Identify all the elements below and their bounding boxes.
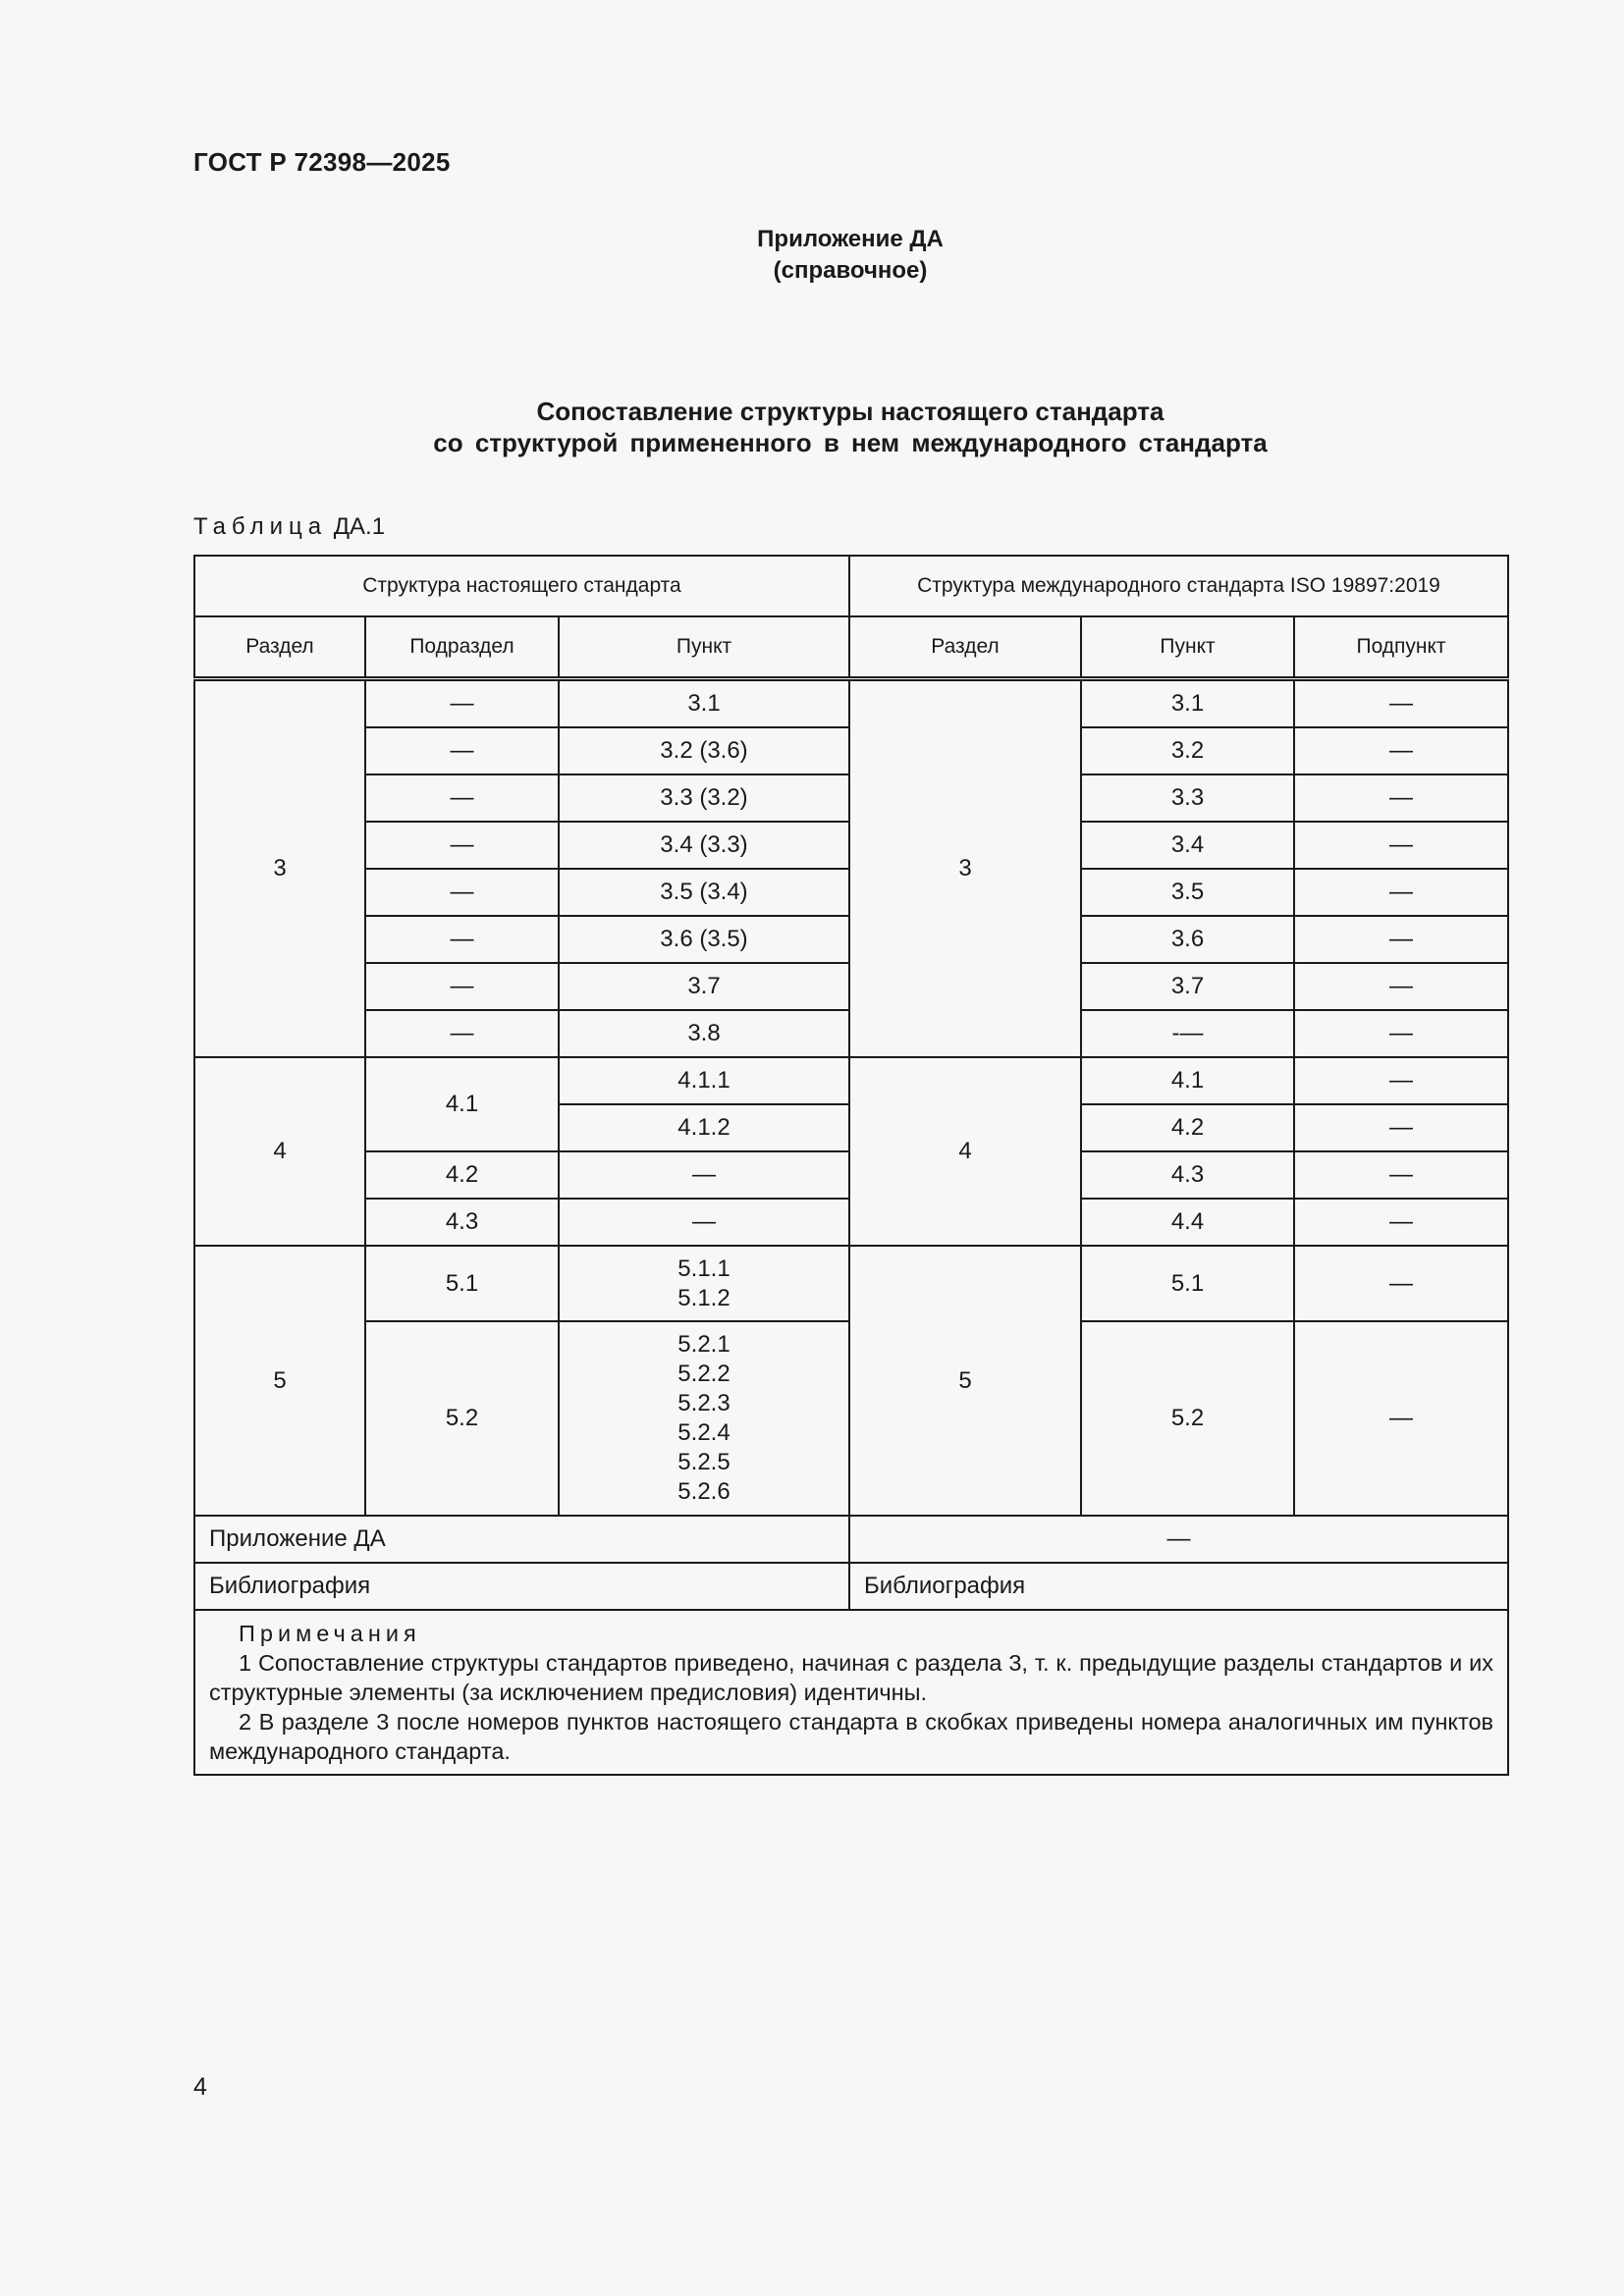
subsection-cell: — [365, 727, 559, 774]
iso-item-cell: 4.4 [1081, 1199, 1294, 1246]
appendix-row-left: Приложение ДА [194, 1516, 849, 1563]
subsection-cell: 4.3 [365, 1199, 559, 1246]
item-cell: 3.2 (3.6) [559, 727, 849, 774]
subsection-cell: 5.1 [365, 1246, 559, 1321]
iso-subitem-cell: — [1294, 679, 1508, 728]
appendix-row [194, 1516, 1508, 1563]
item-line: 5.1.2 [677, 1284, 731, 1311]
subsection-cell: — [365, 822, 559, 869]
iso-subitem-cell: — [1294, 916, 1508, 963]
iso-subitem-cell: — [1294, 1246, 1508, 1321]
iso-subitem-cell: — [1294, 1010, 1508, 1057]
notes-row [194, 1610, 1508, 1775]
item-cell: 4.1.2 [559, 1104, 849, 1151]
item-cell [559, 1246, 849, 1321]
iso-subitem-cell: — [1294, 822, 1508, 869]
table-heading-line-1: Сопоставление структуры настоящего стандарта [536, 397, 1164, 426]
iso-subitem-cell: — [1294, 1057, 1508, 1104]
table-caption [193, 513, 385, 541]
item-line: 5.1.1 [677, 1255, 731, 1282]
item-cell: 4.1.1 [559, 1057, 849, 1104]
item-cell: 3.8 [559, 1010, 849, 1057]
subsection-cell: — [365, 916, 559, 963]
column-header: Раздел [849, 616, 1081, 679]
iso-subitem-cell: — [1294, 869, 1508, 916]
subsection-cell: — [365, 774, 559, 822]
subsection-cell: — [365, 869, 559, 916]
item-cell: 3.5 (3.4) [559, 869, 849, 916]
table-row [194, 1057, 1508, 1104]
iso-item-cell: 3.7 [1081, 963, 1294, 1010]
item-cell: 3.7 [559, 963, 849, 1010]
group-header-current-standard: Структура настоящего стандарта [194, 556, 849, 616]
notes-title: Примечания [239, 1621, 421, 1646]
iso-section-cell: 3 [849, 679, 1081, 1058]
appendix-row-right: — [849, 1516, 1508, 1563]
iso-subitem-cell: — [1294, 1321, 1508, 1516]
bibliography-row-left: Библиография [194, 1563, 849, 1610]
iso-section-cell: 4 [849, 1057, 1081, 1246]
page-number: 4 [193, 2073, 207, 2101]
item-line: 5.2.3 [677, 1390, 731, 1416]
appendix-subtitle: (справочное) [773, 257, 928, 284]
appendix-title: Приложение ДА [757, 226, 944, 252]
table-row [194, 679, 1508, 728]
subsection-cell: — [365, 1010, 559, 1057]
iso-item-cell: 3.6 [1081, 916, 1294, 963]
iso-item-cell: 5.2 [1081, 1321, 1294, 1516]
iso-subitem-cell: — [1294, 727, 1508, 774]
iso-subitem-cell: — [1294, 774, 1508, 822]
item-cell: 3.6 (3.5) [559, 916, 849, 963]
note-item: 1 Сопоставление структуры стандартов приведено, начиная с раздела 3, т. к. предыдущие разделы стандартов и их структурные элементы (за исключением предисловия) идентичны. [209, 1650, 1494, 1705]
table-row [194, 1246, 1508, 1321]
table-caption-number: ДА.1 [333, 513, 386, 540]
subsection-cell: — [365, 963, 559, 1010]
table-caption-label: Таблица [193, 513, 328, 540]
iso-item-cell: 3.1 [1081, 679, 1294, 728]
table-column-header-row [194, 616, 1508, 679]
bibliography-row [194, 1563, 1508, 1610]
document-code: ГОСТ Р 72398—2025 [193, 147, 451, 177]
iso-item-cell: 3.2 [1081, 727, 1294, 774]
item-cell: 3.4 (3.3) [559, 822, 849, 869]
section-cell: 4 [194, 1057, 365, 1246]
iso-subitem-cell: — [1294, 1104, 1508, 1151]
group-header-international-standard: Структура международного стандарта ISO 19897:2019 [849, 556, 1508, 616]
table-heading-line-2: со структурой примененного в нем международного стандарта [433, 428, 1268, 457]
section-cell: 5 [194, 1246, 365, 1516]
column-header: Пункт [1081, 616, 1294, 679]
item-line: 5.2.6 [677, 1478, 731, 1505]
iso-item-cell: 3.3 [1081, 774, 1294, 822]
iso-subitem-cell: — [1294, 1199, 1508, 1246]
iso-item-cell: 4.2 [1081, 1104, 1294, 1151]
item-cell: 3.1 [559, 679, 849, 728]
iso-item-cell: 3.4 [1081, 822, 1294, 869]
column-header: Раздел [194, 616, 365, 679]
iso-item-cell: 4.3 [1081, 1151, 1294, 1199]
item-cell: 3.3 (3.2) [559, 774, 849, 822]
bibliography-row-right: Библиография [849, 1563, 1508, 1610]
subsection-cell: 5.2 [365, 1321, 559, 1516]
iso-item-cell: -— [1081, 1010, 1294, 1057]
column-header: Подраздел [365, 616, 559, 679]
iso-subitem-cell: — [1294, 963, 1508, 1010]
item-line: 5.2.4 [677, 1419, 731, 1446]
item-cell: — [559, 1151, 849, 1199]
table-group-header-row [194, 556, 1508, 616]
iso-item-cell: 5.1 [1081, 1246, 1294, 1321]
subsection-cell: 4.2 [365, 1151, 559, 1199]
item-line: 5.2.5 [677, 1449, 731, 1475]
item-line: 5.2.2 [677, 1361, 731, 1387]
item-line: 5.2.1 [677, 1331, 731, 1358]
subsection-cell: — [365, 679, 559, 728]
item-cell [559, 1321, 849, 1516]
column-header: Пункт [559, 616, 849, 679]
iso-subitem-cell: — [1294, 1151, 1508, 1199]
iso-item-cell: 3.5 [1081, 869, 1294, 916]
iso-item-cell: 4.1 [1081, 1057, 1294, 1104]
note-item: 2 В разделе 3 после номеров пунктов настоящего стандарта в скобках приведены номера аналогичных им пунктов международного стандарта. [209, 1709, 1494, 1764]
section-cell: 3 [194, 679, 365, 1058]
subsection-cell: 4.1 [365, 1057, 559, 1151]
iso-section-cell: 5 [849, 1246, 1081, 1516]
notes-cell [194, 1610, 1508, 1775]
comparison-table [193, 555, 1509, 1776]
column-header: Подпункт [1294, 616, 1508, 679]
item-cell: — [559, 1199, 849, 1246]
